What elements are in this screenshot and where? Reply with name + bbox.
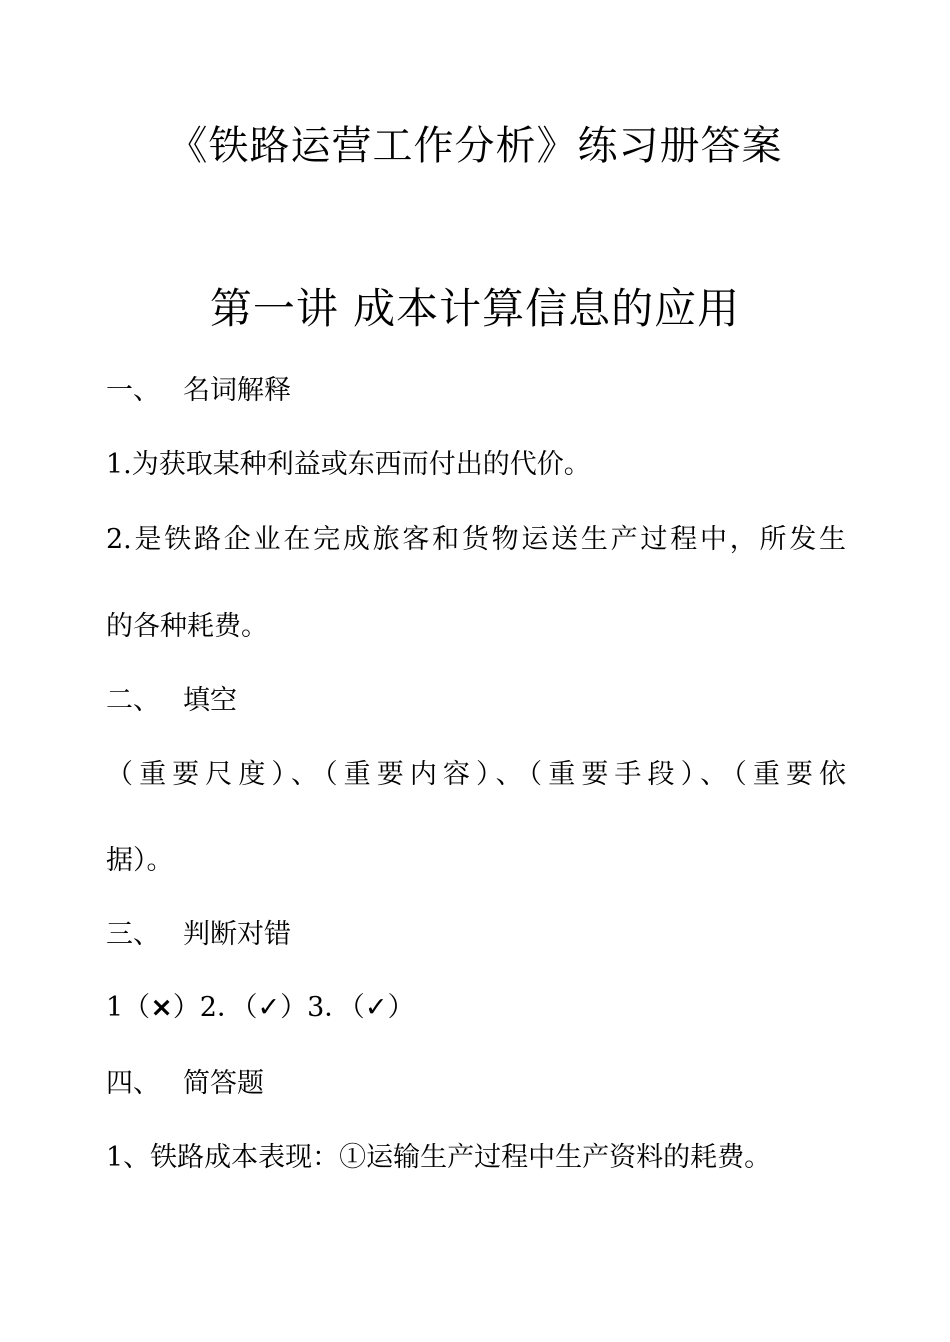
definition-item-1: 1.为获取某种利益或东西而付出的代价。 bbox=[106, 449, 591, 480]
section-name: 判断对错 bbox=[183, 919, 291, 950]
section-heading-4 bbox=[106, 1066, 264, 1102]
check-mark-icon: ✓ bbox=[257, 992, 281, 1023]
definition-item-2-line-2: 的各种耗费。 bbox=[106, 611, 268, 642]
fill-blank-line-1: （重要尺度）、（重要内容）、（重要手段）、（重要依 bbox=[106, 759, 846, 790]
fill-blank-line-2: 据）。 bbox=[106, 845, 174, 876]
short-answer-item-1: 1、铁路成本表现：①运输生产过程中生产资料的耗费。 bbox=[106, 1142, 772, 1173]
answer-text: 1（ bbox=[106, 992, 151, 1023]
section-name: 名词解释 bbox=[183, 375, 291, 406]
section-number: 二、 bbox=[106, 685, 160, 716]
section-number: 一、 bbox=[106, 375, 160, 406]
document-title: 《铁路运营工作分析》练习册答案 bbox=[167, 123, 783, 169]
true-false-answers bbox=[106, 990, 414, 1026]
answer-text: ）2．（ bbox=[172, 992, 258, 1023]
cross-mark-icon: × bbox=[150, 992, 173, 1023]
section-name: 简答题 bbox=[183, 1068, 264, 1099]
answer-text: ） bbox=[387, 992, 415, 1023]
section-heading-2 bbox=[106, 683, 237, 719]
section-name: 填空 bbox=[183, 685, 237, 716]
definition-item-2-line-1: 2.是铁路企业在完成旅客和货物运送生产过程中，所发生 bbox=[106, 524, 846, 555]
section-heading-1 bbox=[106, 373, 291, 409]
section-number: 四、 bbox=[106, 1068, 160, 1099]
lecture-title: 第一讲 成本计算信息的应用 bbox=[209, 284, 741, 333]
section-number: 三、 bbox=[106, 919, 160, 950]
answer-text: ）3．（ bbox=[280, 992, 365, 1023]
check-mark-icon: ✓ bbox=[364, 992, 388, 1023]
section-heading-3 bbox=[106, 917, 291, 953]
